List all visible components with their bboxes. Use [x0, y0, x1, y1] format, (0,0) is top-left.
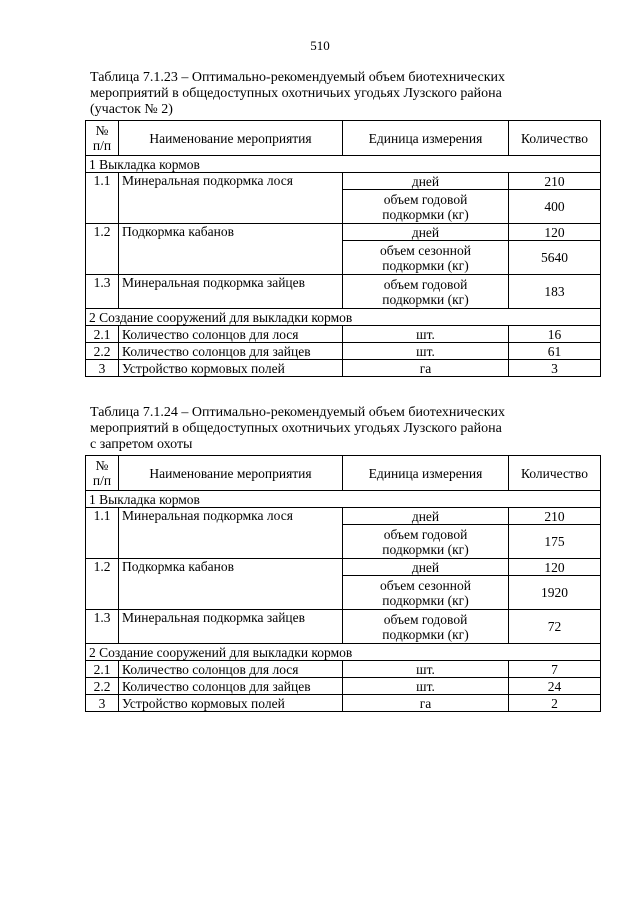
row-num: 2.1 [86, 326, 119, 343]
header-num: № п/п [86, 121, 119, 156]
row-name: Минеральная подкормка зайцев [119, 275, 343, 309]
table-caption-2 [90, 405, 590, 453]
row-qty: 61 [509, 343, 601, 360]
caption-line: мероприятий в общедоступных охотничьих угодьях Лузского района [90, 421, 502, 436]
row-unit: шт. [343, 343, 509, 360]
row-num: 1.1 [86, 508, 119, 559]
row-unit: шт. [343, 326, 509, 343]
row-unit: дней [343, 559, 509, 576]
row-qty: 210 [509, 508, 601, 525]
header-row [86, 121, 601, 156]
page-number: 510 [310, 38, 330, 53]
section-title: 2 Создание сооружений для выкладки кормов [86, 644, 601, 661]
table-row [86, 678, 601, 695]
caption-line: Таблица 7.1.23 – Оптимально-рекомендуемый объем биотехнических [90, 70, 505, 85]
section-row [86, 644, 601, 661]
row-unit: объем сезонной подкормки (кг) [343, 576, 509, 610]
row-num: 1.1 [86, 173, 119, 224]
row-qty: 1920 [509, 576, 601, 610]
table-row [86, 695, 601, 712]
row-num: 2.2 [86, 343, 119, 360]
table-row [86, 173, 601, 190]
table-row [86, 508, 601, 525]
row-name: Минеральная подкормка лося [119, 173, 343, 224]
row-num: 3 [86, 695, 119, 712]
row-qty: 120 [509, 559, 601, 576]
row-name: Минеральная подкормка зайцев [119, 610, 343, 644]
table-row [86, 326, 601, 343]
row-qty: 3 [509, 360, 601, 377]
table-caption-1 [90, 70, 590, 118]
header-qty: Количество [509, 456, 601, 491]
row-qty: 183 [509, 275, 601, 309]
row-qty: 400 [509, 190, 601, 224]
row-num: 2.1 [86, 661, 119, 678]
header-name: Наименование мероприятия [119, 456, 343, 491]
biotech-table-1 [85, 120, 601, 377]
row-num: 1.3 [86, 275, 119, 309]
table-row [86, 661, 601, 678]
row-name: Устройство кормовых полей [119, 695, 343, 712]
header-unit: Единица измерения [343, 456, 509, 491]
row-name: Устройство кормовых полей [119, 360, 343, 377]
row-unit: объем годовой подкормки (кг) [343, 610, 509, 644]
caption-line: мероприятий в общедоступных охотничьих угодьях Лузского района [90, 86, 502, 101]
section-row [86, 309, 601, 326]
caption-line: Таблица 7.1.24 – Оптимально-рекомендуемый объем биотехнических [90, 405, 505, 420]
row-num: 3 [86, 360, 119, 377]
section-row [86, 491, 601, 508]
row-unit: шт. [343, 678, 509, 695]
caption-line: (участок № 2) [90, 102, 173, 117]
row-qty: 7 [509, 661, 601, 678]
row-qty: 72 [509, 610, 601, 644]
row-qty: 24 [509, 678, 601, 695]
row-unit: га [343, 360, 509, 377]
row-unit: дней [343, 224, 509, 241]
section-title: 2 Создание сооружений для выкладки кормов [86, 309, 601, 326]
header-qty: Количество [509, 121, 601, 156]
row-unit: объем годовой подкормки (кг) [343, 190, 509, 224]
section-title: 1 Выкладка кормов [86, 491, 601, 508]
caption-line: с запретом охоты [90, 437, 193, 452]
row-qty: 210 [509, 173, 601, 190]
row-name: Подкормка кабанов [119, 224, 343, 275]
table-row [86, 224, 601, 241]
row-unit: дней [343, 508, 509, 525]
header-unit: Единица измерения [343, 121, 509, 156]
row-name: Подкормка кабанов [119, 559, 343, 610]
row-unit: шт. [343, 661, 509, 678]
table-row [86, 343, 601, 360]
section-row [86, 156, 601, 173]
table-row [86, 559, 601, 576]
table-row [86, 275, 601, 309]
row-unit: объем годовой подкормки (кг) [343, 275, 509, 309]
row-name: Количество солонцов для зайцев [119, 343, 343, 360]
row-name: Количество солонцов для лося [119, 661, 343, 678]
header-name: Наименование мероприятия [119, 121, 343, 156]
table-row [86, 360, 601, 377]
row-unit: дней [343, 173, 509, 190]
row-num: 1.3 [86, 610, 119, 644]
row-name: Минеральная подкормка лося [119, 508, 343, 559]
row-unit: га [343, 695, 509, 712]
row-qty: 16 [509, 326, 601, 343]
row-qty: 175 [509, 525, 601, 559]
row-num: 1.2 [86, 224, 119, 275]
table-row [86, 610, 601, 644]
row-qty: 120 [509, 224, 601, 241]
row-unit: объем годовой подкормки (кг) [343, 525, 509, 559]
row-num: 1.2 [86, 559, 119, 610]
section-title: 1 Выкладка кормов [86, 156, 601, 173]
row-name: Количество солонцов для лося [119, 326, 343, 343]
row-num: 2.2 [86, 678, 119, 695]
row-name: Количество солонцов для зайцев [119, 678, 343, 695]
row-qty: 2 [509, 695, 601, 712]
biotech-table-2 [85, 455, 601, 712]
header-num: № п/п [86, 456, 119, 491]
row-qty: 5640 [509, 241, 601, 275]
row-unit: объем сезонной подкормки (кг) [343, 241, 509, 275]
header-row [86, 456, 601, 491]
